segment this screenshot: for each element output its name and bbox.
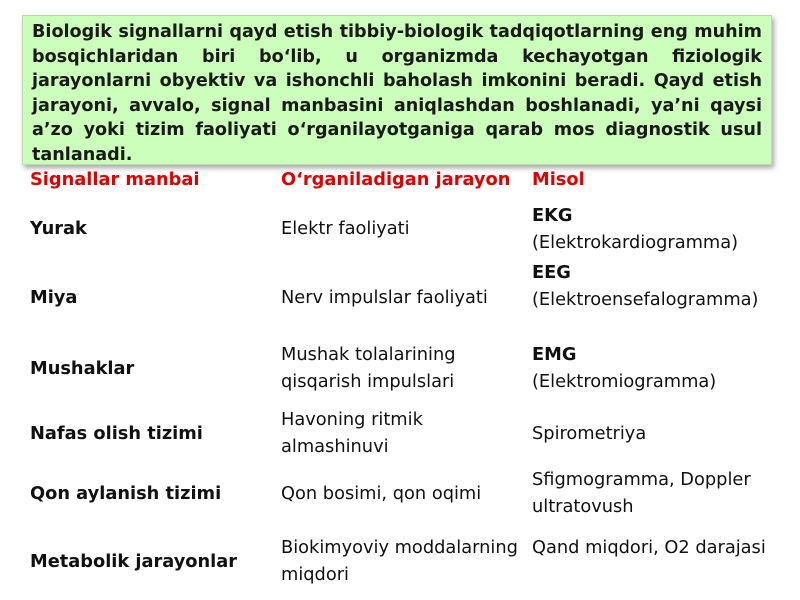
row-example [532, 202, 770, 256]
example-text: (Elektroensefalogramma) [532, 289, 759, 310]
row-example: Qand miqdori, O2 darajasi [532, 537, 766, 558]
example-abbreviation: EMG [532, 344, 577, 365]
signals-table [30, 166, 780, 585]
row-example [532, 259, 770, 313]
row-process: Nerv impulslar faoliyati [281, 287, 488, 308]
row-process: Biokimyoviy moddalarning miqdori [281, 537, 518, 585]
intro-text-box [22, 15, 772, 165]
row-process: Mushak tolalarining qisqarish impulslari [281, 344, 456, 392]
example-abbreviation: EKG [532, 205, 573, 226]
row-process: Havoning ritmik almashinuvi [281, 409, 423, 457]
row-process: Qon bosimi, qon oqimi [281, 483, 482, 504]
row-process: Elektr faoliyati [281, 218, 410, 239]
row-source: Nafas olish tizimi [30, 423, 203, 444]
example-abbreviation: EEG [532, 262, 571, 283]
row-source: Miya [30, 287, 78, 308]
row-source: Metabolik jarayonlar [30, 551, 238, 572]
header-source: Signallar manbai [30, 169, 200, 190]
row-example: Sfigmogramma, Doppler ultratovush [532, 469, 751, 517]
intro-paragraph: Biologik signallarni qayd etish tibbiy-biologik tadqiqotlarning eng muhim bosqichlaridan biri bo‘lib, u organizmda kechayotgan fiziologik jarayonlarni obyektiv va ishonchli baholash imkonini beradi. Qayd etish jarayoni, avvalo, signal manbasini aniqlashdan boshlanadi, ya’ni qaysi a’zo yoki tizim faoliyati o‘rganilayotganiga qarab mos diagnostik usul tanlanadi. [32, 22, 762, 165]
header-example: Misol [532, 169, 585, 190]
row-source: Yurak [30, 218, 87, 239]
header-process: O‘rganiladigan jarayon [281, 169, 511, 190]
table-header [30, 166, 780, 196]
row-example: Spirometriya [532, 423, 647, 444]
row-source: Mushaklar [30, 358, 135, 379]
example-text: (Elektrokardiogramma) [532, 232, 739, 253]
row-example [532, 341, 770, 395]
row-source: Qon aylanish tizimi [30, 483, 222, 504]
example-text: (Elektromiogramma) [532, 371, 717, 392]
